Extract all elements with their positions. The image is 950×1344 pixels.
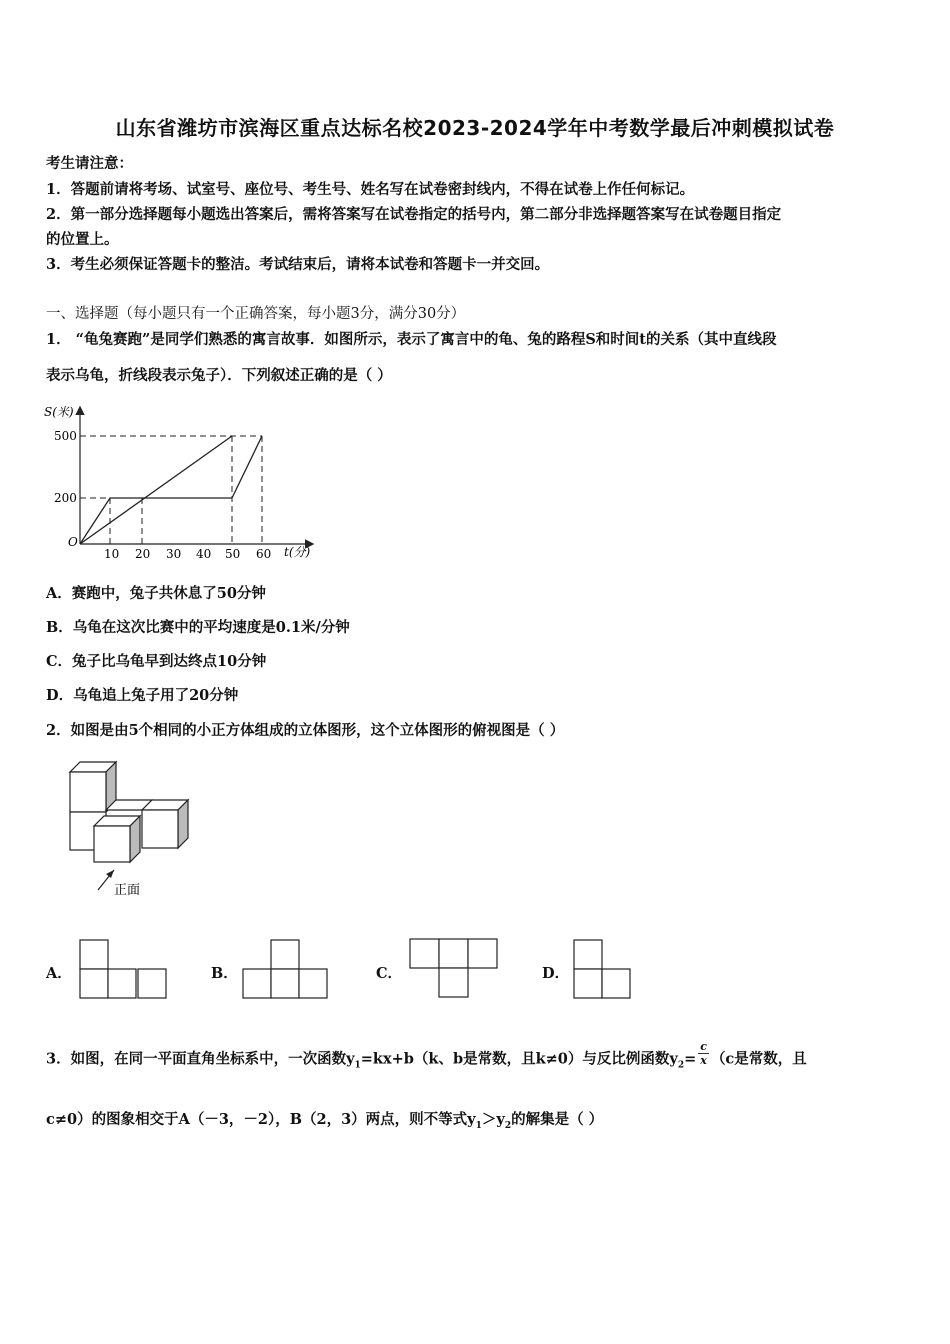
q3-sub2: 2 — [677, 1060, 685, 1071]
section-heading: 一、选择题（每小题只有一个正确答案，每小题3分，满分30分） — [46, 306, 466, 322]
q2-option-c-figure — [408, 937, 500, 1001]
q3-fraction — [698, 1040, 709, 1067]
q2-text: 2．如图是由5个相同的小正方体组成的立体图形，这个立体图形的俯视图是（ ） — [46, 722, 565, 739]
q3-line2a: c≠0）的图象相交于A（－3，－2），B（2，3）两点，则不等式y — [46, 1111, 476, 1128]
q3-frac-den: x — [700, 1054, 707, 1067]
q3-line2c: 的解集是（ ） — [511, 1111, 604, 1128]
notice-item-3: 3．考生必须保证答题卡的整洁。考试结束后，请将本试卷和答题卡一并交回。 — [46, 256, 550, 273]
q3-part2: =kx+b（k、b是常数，且k≠0）与反比例函数y — [360, 1050, 678, 1068]
q1-option-a: A．赛跑中，兔子共休息了50分钟 — [46, 585, 266, 602]
x-tick-40: 40 — [196, 547, 212, 561]
q2-option-a-label: A． — [46, 965, 72, 982]
q3-part1: 3．如图，在同一平面直角坐标系中，一次函数y — [46, 1050, 355, 1068]
notice-heading: 考生请注意： — [46, 155, 133, 172]
q3-part3: = — [684, 1050, 697, 1068]
q1-text-line2: 表示乌龟，折线段表示兔子）．下列叙述正确的是（ ） — [46, 367, 392, 384]
x-tick-20: 20 — [135, 547, 151, 561]
q2-option-b-figure — [241, 938, 333, 1002]
q1-option-b: B．乌龟在这次比赛中的平均速度是0.1米/分钟 — [46, 619, 350, 636]
q2-cube-figure — [62, 756, 202, 901]
q2-option-c-label: C． — [376, 965, 403, 982]
q1-graph — [40, 398, 330, 568]
page-title: 山东省潍坊市滨海区重点达标名校2023-2024学年中考数学最后冲刺模拟试卷 — [115, 116, 835, 140]
y-tick-500: 500 — [54, 429, 77, 443]
notice-item-1: 1．答题前请将考场、试室号、座位号、考生号、姓名写在试卷密封线内，不得在试卷上作任何标记。 — [46, 181, 695, 198]
q2-option-d-figure — [572, 938, 636, 1002]
q3-text-line2 — [46, 1108, 603, 1131]
y-axis-label: S(米) — [44, 405, 74, 419]
tortoise-line — [80, 436, 232, 544]
q1-text-line1: 1． “龟兔赛跑”是同学们熟悉的寓言故事．如图所示，表示了寓言中的龟、兔的路程S和时间t的关系（其中直线段 — [46, 331, 777, 348]
x-tick-60: 60 — [256, 547, 272, 561]
hare-line — [80, 436, 262, 544]
x-tick-50: 50 — [225, 547, 241, 561]
q3-part4: （c是常数，且 — [710, 1050, 807, 1068]
q2-option-a-figure — [78, 938, 170, 1002]
y-tick-200: 200 — [54, 491, 77, 505]
q2-option-b-label: B． — [211, 965, 238, 982]
q3-line2-sub2: 2 — [504, 1120, 512, 1131]
guide-lines — [80, 436, 262, 544]
notice-item-2: 2．第一部分选择题每小题选出答案后，需将答案写在试卷指定的括号内，第二部分非选择题答案写在试卷题目指定 — [46, 206, 782, 223]
q1-option-d: D．乌龟追上兔子用了20分钟 — [46, 687, 239, 704]
front-label: 正面 — [114, 883, 141, 898]
x-axis-label: t(分) — [284, 545, 311, 559]
q2-option-d-label: D． — [542, 965, 570, 982]
q3-line2-sub1: 1 — [475, 1120, 482, 1131]
x-tick-10: 10 — [104, 547, 120, 561]
q1-option-c: C．兔子比乌龟早到达终点10分钟 — [46, 653, 267, 670]
notice-item-2-cont: 的位置上。 — [46, 231, 119, 248]
q3-sub1: 1 — [354, 1060, 361, 1071]
x-tick-30: 30 — [166, 547, 182, 561]
q3-line2b: ＞y — [481, 1111, 505, 1128]
q3-text-line1 — [46, 1040, 807, 1073]
origin-label: O — [68, 535, 78, 549]
q3-frac-num: c — [700, 1040, 707, 1053]
front-arrow-head — [106, 870, 114, 878]
